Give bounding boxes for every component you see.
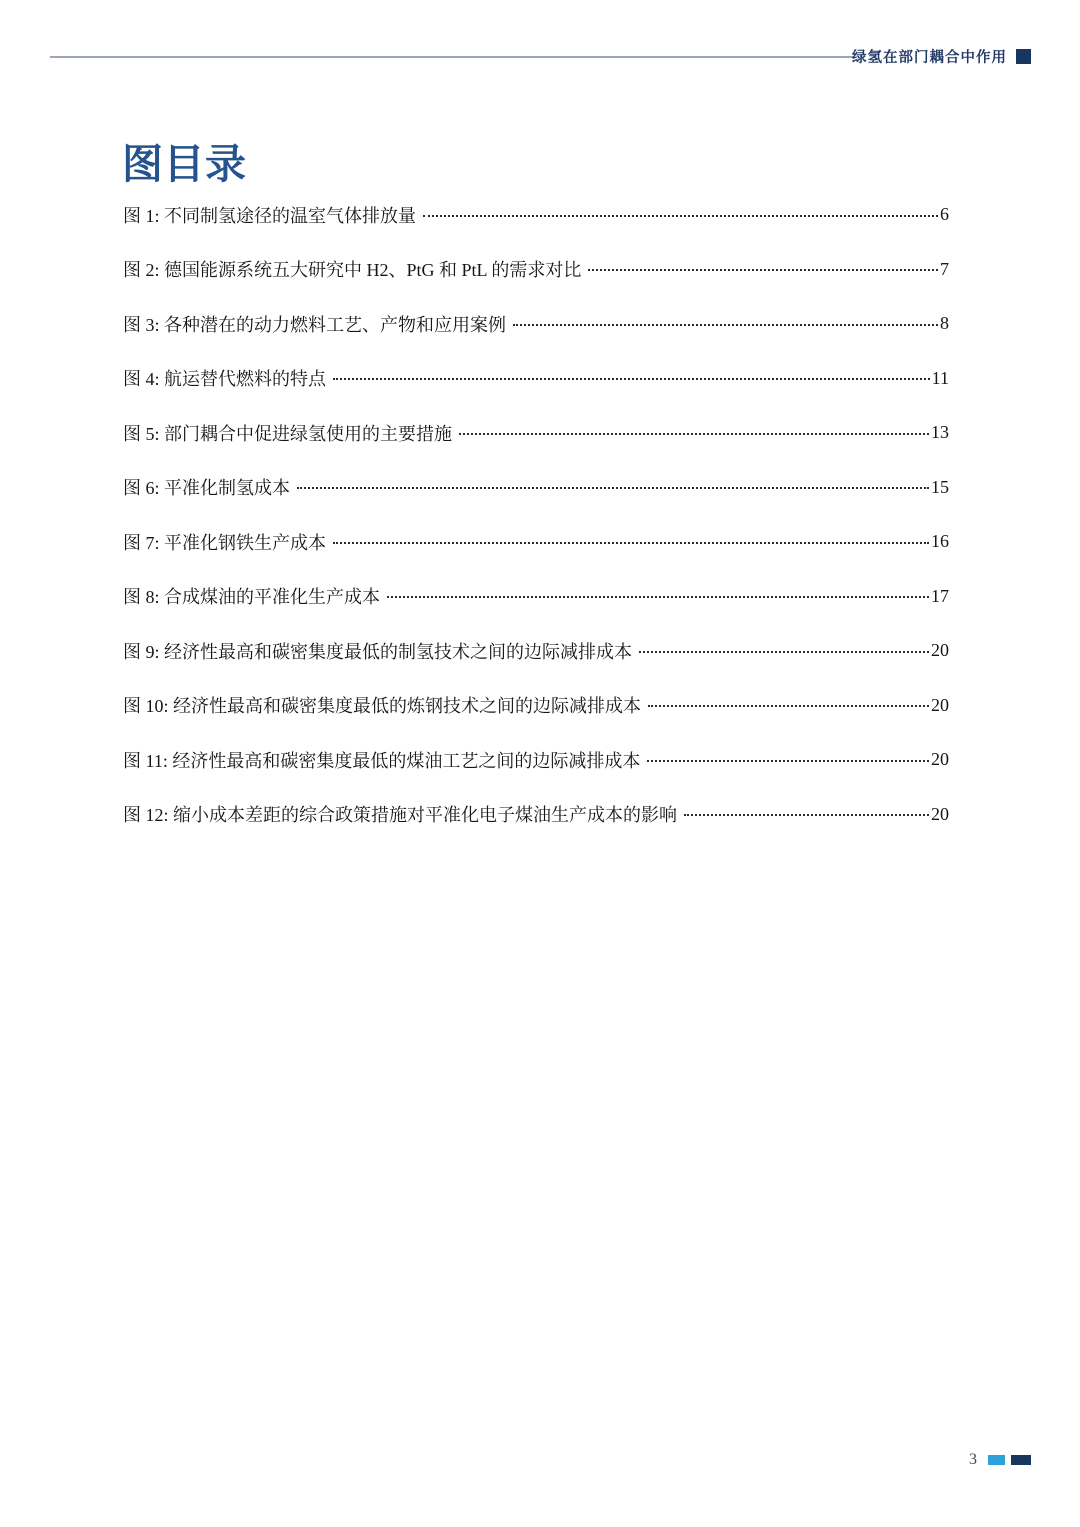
dot-leader [648,705,929,707]
toc-entry-page: 11 [931,367,949,388]
page-title: 图目录 [122,141,247,187]
toc-entry-label: 图 1: 不同制氢途径的温室气体排放量 [123,205,416,226]
toc-entry[interactable] [123,746,949,773]
toc-entry-page: 15 [931,476,949,497]
toc-entry[interactable] [123,637,949,664]
toc-entry-label: 图 8: 合成煤油的平准化生产成本 [123,587,380,607]
toc-entry[interactable] [123,474,949,501]
footer-page-number: 3 [969,1451,977,1468]
toc-entry-page: 8 [940,313,949,333]
dot-leader [333,378,930,380]
toc-entry[interactable] [123,583,949,610]
toc-entry-label: 图 3: 各种潜在的动力燃料工艺、产物和应用案例 [123,314,506,335]
toc-entry[interactable] [123,419,949,446]
toc-entry[interactable] [123,365,949,392]
dot-leader [423,215,938,217]
toc-entry-label: 图 2: 德国能源系统五大研究中 H2、PtG 和 PtL 的需求对比 [123,260,582,280]
dot-leader [297,487,929,489]
footer-accent-square-dark-icon [1011,1455,1031,1465]
dot-leader [459,433,929,435]
footer-accent-square-light-icon [988,1455,1005,1465]
toc-entry-label: 图 9: 经济性最高和碳密集度最低的制氢技术之间的边际减排成本 [123,641,632,662]
toc-entry-label: 图 12: 缩小成本差距的综合政策措施对平准化电子煤油生产成本的影响 [123,805,677,825]
toc-entry-label: 图 6: 平准化制氢成本 [123,478,291,498]
toc-entry-label: 图 7: 平准化钢铁生产成本 [123,532,326,553]
toc-entry-page: 13 [931,422,949,442]
page-footer [969,1451,1031,1469]
header-rule [50,56,855,58]
dot-leader [639,651,929,653]
toc-entry-label: 图 11: 经济性最高和碳密集度最低的煤油工艺之间的边际减排成本 [123,750,641,771]
dot-leader [647,760,929,762]
header-right [852,46,1031,67]
toc-entry[interactable] [123,310,949,337]
dot-leader [684,814,929,816]
dot-leader [387,596,929,598]
toc-entry-page: 16 [931,531,949,551]
dot-leader [513,324,938,326]
dot-leader [588,269,938,271]
toc-entry-page: 20 [931,694,949,715]
toc-entry-label: 图 4: 航运替代燃料的特点 [123,369,326,389]
toc-entry-page: 7 [940,258,949,279]
toc-entry-page: 20 [931,803,949,824]
toc-entry-page: 20 [931,749,949,769]
toc-entry[interactable] [123,201,949,228]
header-doc-title: 绿氢在部门耦合中作用 [852,50,1007,66]
toc-entry-page: 6 [940,204,949,224]
toc-entry-label: 图 5: 部门耦合中促进绿氢使用的主要措施 [123,423,452,444]
toc-entry[interactable] [123,256,949,283]
toc-entry[interactable] [123,801,949,828]
toc-entry[interactable] [123,692,949,719]
dot-leader [333,542,929,544]
header-accent-square-icon [1016,49,1031,64]
toc-entry-label: 图 10: 经济性最高和碳密集度最低的炼钢技术之间的边际减排成本 [123,696,641,716]
toc-entry-page: 17 [931,585,949,606]
toc-entry[interactable] [123,528,949,555]
figure-toc-list [123,201,949,855]
toc-entry-page: 20 [931,640,949,660]
